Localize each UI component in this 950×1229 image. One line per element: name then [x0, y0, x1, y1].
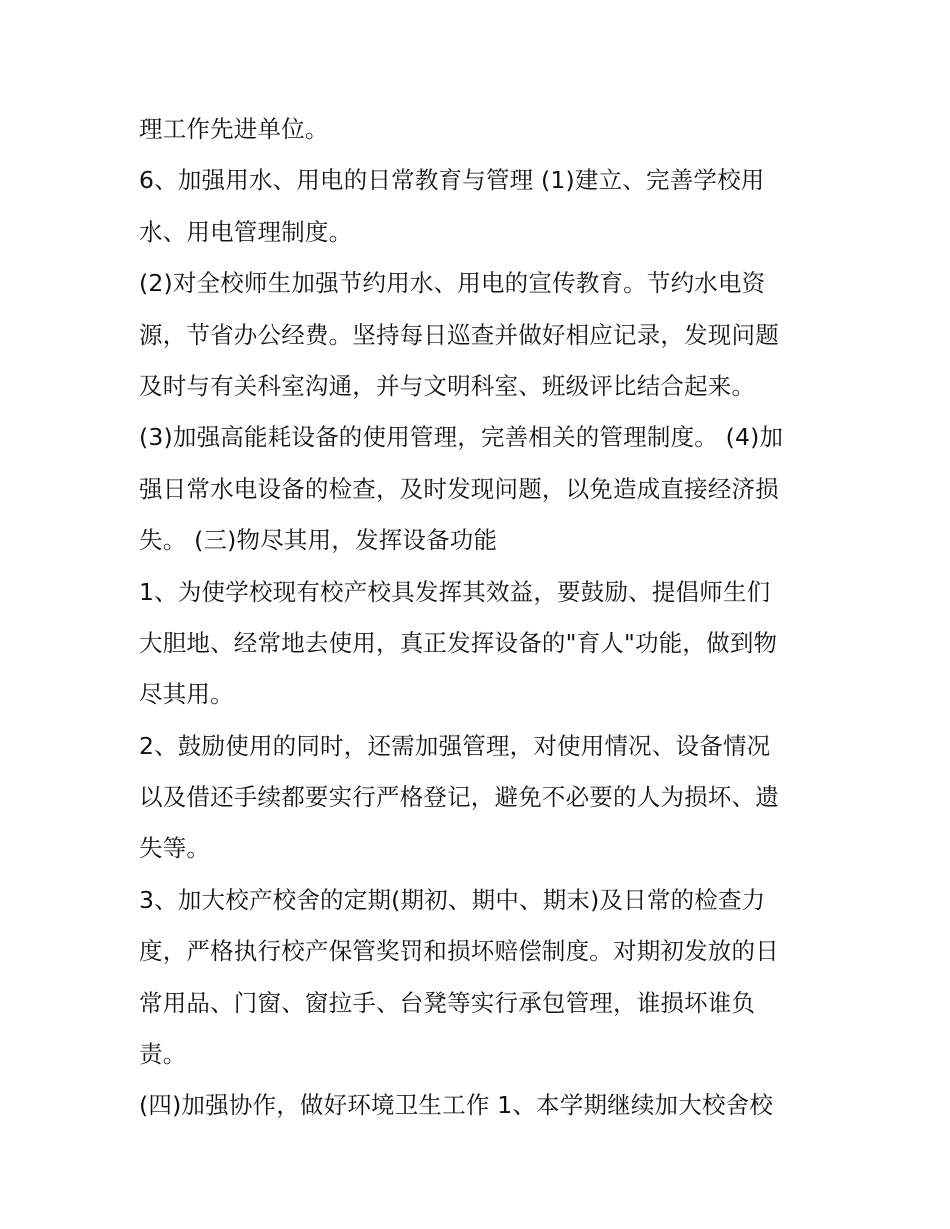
text-line: 度，严格执行校产保管奖罚和损坏赔偿制度。对期初发放的日	[139, 937, 779, 966]
text-line: 失。 (三)物尽其用，发挥设备功能	[139, 526, 498, 555]
text-line: 理工作先进单位。	[139, 115, 329, 143]
text-line: 失等。	[139, 834, 211, 863]
text-line: (四)加强协作，做好环境卫生工作 1、本学期继续加大校舍校	[139, 1091, 774, 1120]
text-line: 源，节省办公经费。坚持每日巡查并做好相应记录，发现问题	[139, 320, 779, 349]
text-line: 常用品、门窗、窗拉手、台凳等实行承包管理，谁损坏谁负	[139, 988, 756, 1017]
text-line: 2、鼓励使用的同时，还需加强管理，对使用情况、设备情况	[139, 731, 771, 760]
text-line: (2)对全校师生加强节约用水、用电的宣传教育。节约水电资	[139, 269, 766, 298]
text-line: 以及借还手续都要实行严格登记，避免不必要的人为损坏、遗	[139, 783, 779, 812]
text-line: 1、为使学校现有校产校具发挥其效益，要鼓励、提倡师生们	[139, 577, 771, 606]
text-line: 尽其用。	[139, 680, 234, 709]
document-body	[139, 104, 829, 1132]
text-line: (3)加强高能耗设备的使用管理，完善相关的管理制度。 (4)加	[139, 423, 784, 452]
text-line: 责。	[139, 1040, 187, 1069]
text-line: 强日常水电设备的检查，及时发现问题，以免造成直接经济损	[139, 474, 779, 503]
text-line: 3、加大校产校舍的定期(期初、期中、期末)及日常的检查力	[139, 885, 766, 914]
text-line: 6、加强用水、用电的日常教育与管理 (1)建立、完善学校用	[139, 166, 765, 195]
text-line: 水、用电管理制度。	[139, 217, 353, 246]
text-line: 大胆地、经常地去使用，真正发挥设备的"育人"功能，做到物	[139, 628, 778, 657]
text-line: 及时与有关科室沟通，并与文明科室、班级评比结合起来。	[139, 371, 756, 400]
